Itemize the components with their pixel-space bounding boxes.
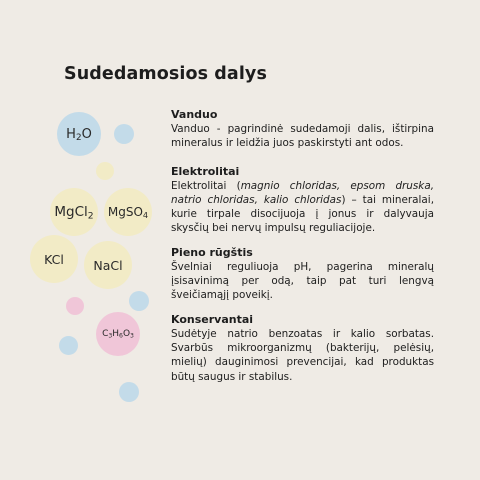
page-title: Sudedamosios dalys	[64, 64, 267, 84]
decorative-bubble	[129, 291, 149, 311]
decorative-bubble	[59, 336, 78, 355]
section-text: Sudėtyje natrio benzoatas ir kalio sorbatas. Svarbūs mikroorganizmų (bakterijų, pelėsių, mielių) dauginimosi prevencijai, kad produktas būtų saugus ir stabilus.	[171, 327, 434, 383]
mgso4-formula: MgSO$_4$	[107, 205, 149, 221]
section-text: Vanduo - pagrindinė sudedamoji dalis, ištirpina mineralus ir leidžia juos paskirstyti ant odos.	[171, 123, 434, 150]
mgso4-bubble	[104, 188, 152, 236]
section-heading: Vanduo	[171, 108, 218, 121]
section-text: Švelniai reguliuoja pH, pagerina mineralų įsisavinimą per odą, taip pat turi lengvą šveičiamąjį poveikį.	[171, 260, 434, 302]
kcl-formula: KCl	[44, 251, 64, 267]
ingredients-list	[171, 108, 434, 384]
kcl-bubble	[30, 235, 78, 283]
section-preservatives	[171, 313, 434, 384]
decorative-bubble	[114, 124, 134, 144]
electrolyte-names: magnio chloridas, epsom druska, natrio chloridas, kalio chloridas	[171, 179, 434, 206]
section-heading: Elektrolitai	[171, 164, 240, 178]
c3h6o3-formula: $C_3H_6O_3$	[102, 329, 134, 340]
section-lactic-acid	[171, 246, 434, 303]
c3h6o3-bubble	[96, 312, 140, 356]
decorative-bubble	[66, 297, 84, 315]
section-heading: Konservantai	[171, 312, 254, 326]
mgcl2-formula: MgCl$_2$	[54, 204, 94, 222]
h2o-bubble	[57, 112, 101, 156]
section-text: Elektrolitai (magnio chloridas, epsom druska, natrio chloridas, kalio chloridas) – tai mineralai, kurie tirpale disocijuoja į jonus ir dalyvauja skysčių bei nervų impulsų reguliacijoje.	[171, 179, 434, 235]
nacl-formula: NaCl	[93, 257, 123, 273]
section-electrolytes	[171, 165, 434, 236]
decorative-bubble	[96, 162, 114, 180]
section-heading: Pieno rūgštis	[171, 245, 253, 259]
h2o-formula: $H_2O$	[66, 126, 92, 143]
decorative-bubble	[119, 382, 139, 402]
section-water	[171, 108, 434, 151]
nacl-bubble	[84, 241, 132, 289]
mgcl2-bubble	[50, 188, 98, 236]
